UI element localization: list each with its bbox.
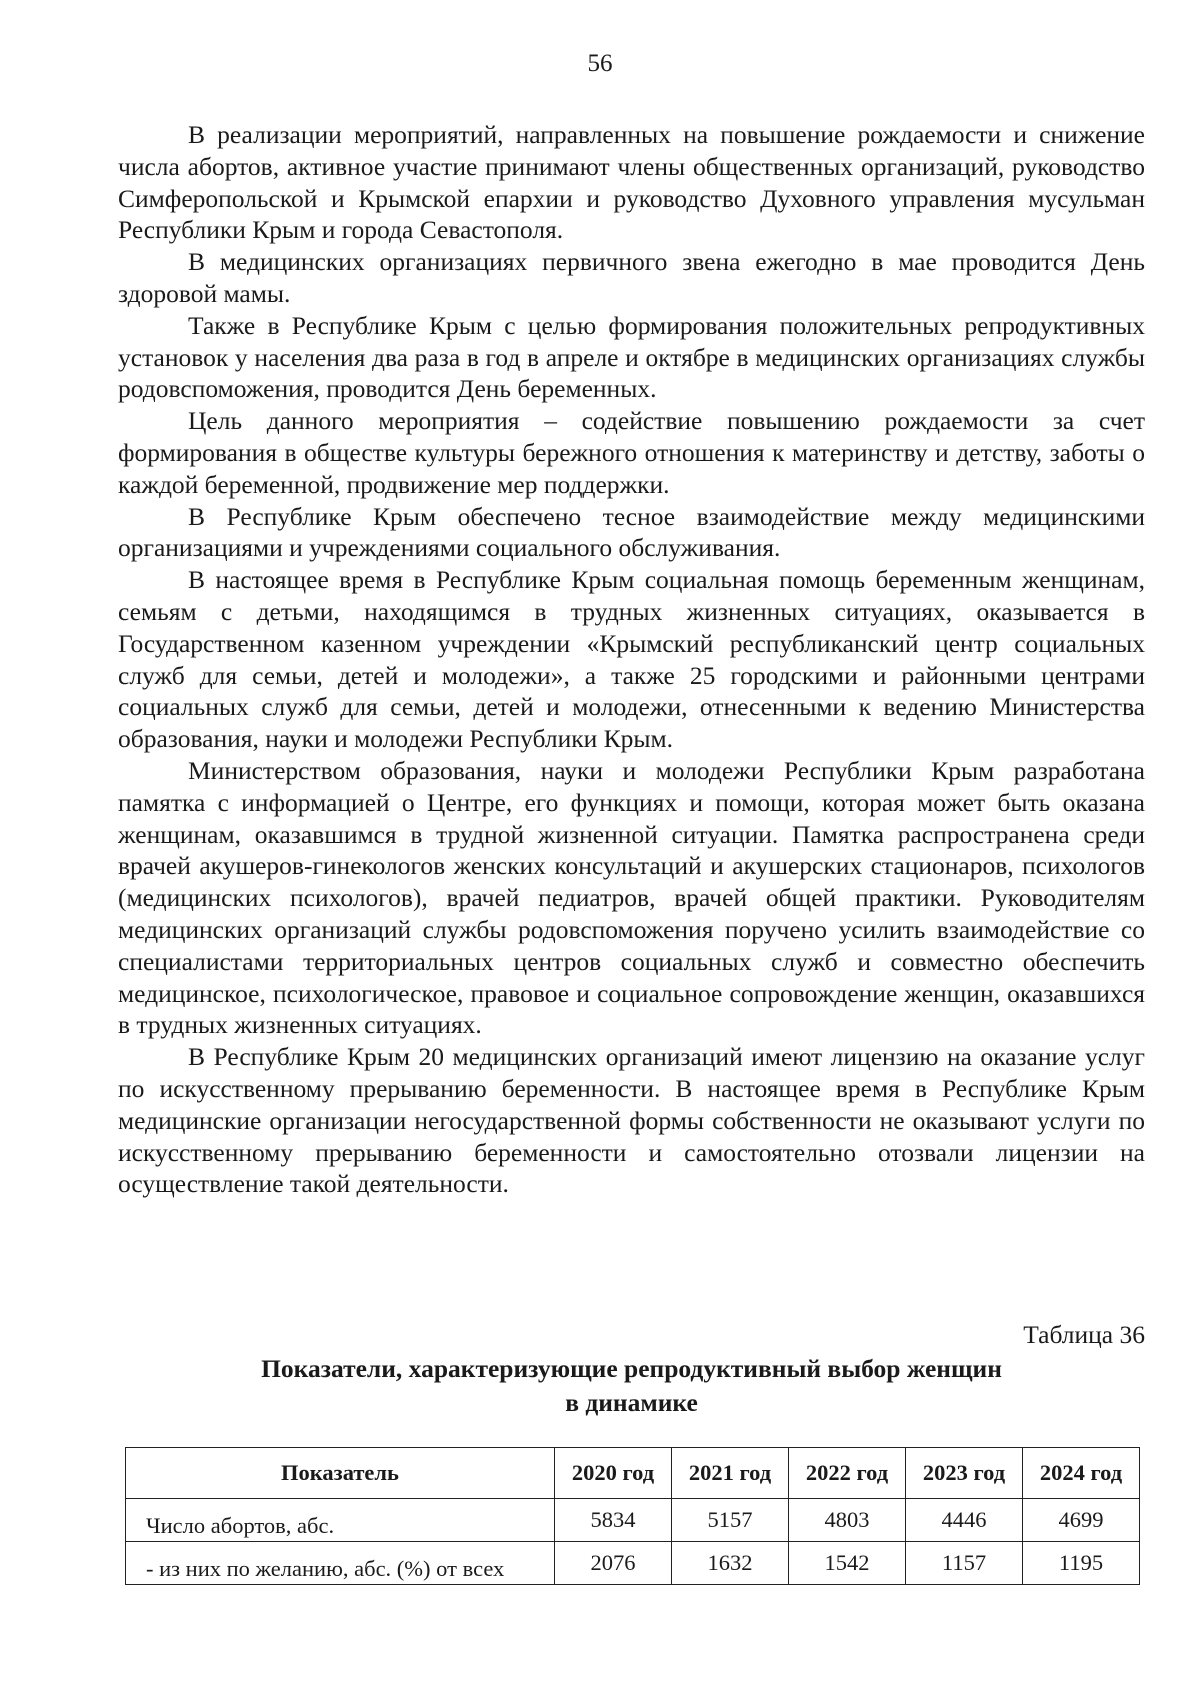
table-title-line: в динамике — [565, 1388, 698, 1417]
column-header: 2022 год — [789, 1448, 906, 1499]
table-cell: 5834 — [555, 1499, 672, 1542]
table-row — [126, 1542, 1140, 1585]
table-cell: 4446 — [906, 1499, 1023, 1542]
paragraph: Также в Республике Крым с целью формирования положительных репродуктивных установок у населения два раза в год в апреле и октябре в медицинских организациях службы родовспоможения, проводится День беременных. — [118, 310, 1145, 404]
paragraph: В настоящее время в Республике Крым социальная помощь беременным женщинам, семьям с детьми, находящимся в трудных жизненных ситуациях, оказывается в Государственном казенном учреждении «Крымский республиканский центр социальных служб для семьи, детей и молодежи», а также 25 городскими и районными центрами социальных служб для семьи, детей и молодежи, отнесенными к ведению Министерства образования, науки и молодежи Республики Крым. — [118, 565, 1145, 754]
paragraph: В медицинских организациях первичного звена ежегодно в мае проводится День здоровой мамы. — [118, 247, 1145, 308]
table-header-row — [126, 1448, 1140, 1499]
indicators-table — [125, 1447, 1140, 1585]
table-cell: 4803 — [789, 1499, 906, 1542]
column-header: 2021 год — [672, 1448, 789, 1499]
table-cell: 5157 — [672, 1499, 789, 1542]
paragraph: Министерством образования, науки и молодежи Республики Крым разработана памятка с информацией о Центре, его функциях и помощи, которая может быть оказана женщинам, оказавшимся в трудной жизненной ситуации. Памятка распространена среди врачей акушеров-гинекологов женских консультаций и акушерских стационаров, психологов (медицинских психологов), врачей педиатров, врачей общей практики. Руководителям медицинских организаций службы родовспоможения поручено усилить взаимодействие со специалистами территориальных центров социальных служб и совместно обеспечить медицинское, психологическое, правовое и социальное сопровождение женщин, оказавшихся в трудных жизненных ситуациях. — [118, 755, 1145, 1040]
column-header: 2024 год — [1023, 1448, 1140, 1499]
table-title-line: Показатели, характеризующие репродуктивный выбор женщин — [261, 1354, 1002, 1383]
table-cell: 1195 — [1023, 1542, 1140, 1585]
page-number: 56 — [587, 50, 613, 77]
row-label: - из них по желанию, абс. (%) от всех — [126, 1542, 555, 1585]
paragraph: В Республике Крым 20 медицинских организаций имеют лицензию на оказание услуг по искусственному прерыванию беременности. В настоящее время в Республике Крым медицинские организации негосударственной формы собственности не оказывают услуги по искусственному прерыванию беременности и самостоятельно отозвали лицензии на осуществление такой деятельности. — [118, 1042, 1145, 1199]
table-cell: 1632 — [672, 1542, 789, 1585]
column-header: 2020 год — [555, 1448, 672, 1499]
table-caption: Таблица 36 — [1023, 1320, 1145, 1349]
table-row — [126, 1499, 1140, 1542]
table-cell: 4699 — [1023, 1499, 1140, 1542]
paragraph: В Республике Крым обеспечено тесное взаимодействие между медицинскими организациями и учреждениями социального обслуживания. — [118, 501, 1145, 563]
column-header: Показатель — [126, 1448, 555, 1499]
table-cell: 2076 — [555, 1542, 672, 1585]
row-label: Число абортов, абс. — [126, 1499, 555, 1542]
table-cell: 1542 — [789, 1542, 906, 1585]
paragraph: Цель данного мероприятия – содействие повышению рождаемости за счет формирования в обществе культуры бережного отношения к материнству и детству, заботы о каждой беременной, продвижение мер поддержки. — [118, 406, 1145, 499]
table-title — [118, 1352, 1145, 1420]
paragraph: В реализации мероприятий, направленных на повышение рождаемости и снижение числа абортов, активное участие принимают члены общественных организаций, руководство Симферопольской и Крымской епархии и руководство Духовного управления мусульман Республики Крым и города Севастополя. — [118, 120, 1145, 245]
column-header: 2023 год — [906, 1448, 1023, 1499]
table-cell: 1157 — [906, 1542, 1023, 1585]
body-text — [118, 119, 1145, 1200]
